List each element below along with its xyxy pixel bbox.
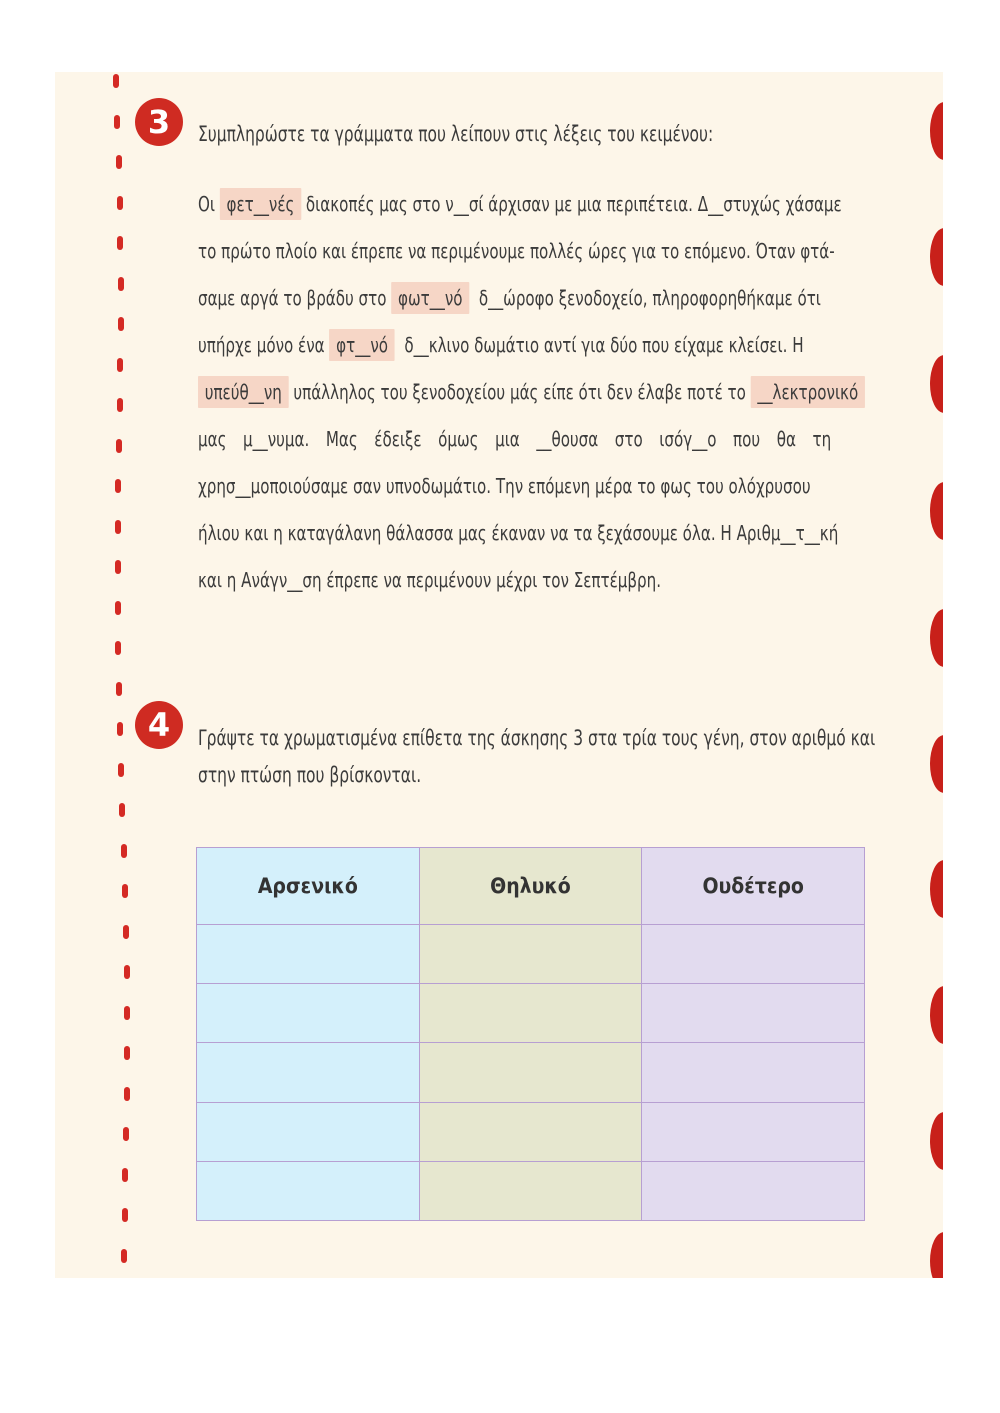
binder-hole (930, 609, 943, 667)
header-feminine: Θηλυκό (419, 848, 642, 925)
passage-text: υπήρχε μόνο ένα (198, 333, 330, 357)
margin-dot (124, 965, 130, 979)
answer-cell[interactable] (197, 1043, 420, 1102)
answer-cell[interactable] (419, 984, 642, 1043)
passage-text: δ__ώροφο ξενοδοχείο, πληροφορηθήκαμε ότι (469, 286, 821, 310)
exercise-3-passage (198, 185, 857, 608)
exercise-4-instruction-line-1: Γράψτε τα χρωματισμένα επίθετα της άσκησης 3 στα τρία τους γένη, στον αριθμό και (198, 726, 876, 750)
binder-hole (930, 482, 943, 540)
exercise-3-instruction: Συμπληρώστε τα γράμματα που λείπουν στις λέξεις του κειμένου: (198, 122, 714, 146)
margin-dot (116, 682, 122, 696)
worksheet-page (55, 72, 943, 1278)
highlighted-adjective: φτ__νό (329, 329, 394, 361)
table-row (197, 1161, 865, 1220)
margin-dot (115, 560, 121, 574)
exercise-3-number-badge: 3 (135, 98, 183, 146)
dashed-margin-line (55, 72, 175, 1278)
margin-dot (117, 196, 123, 210)
margin-dot (115, 479, 121, 493)
margin-dot (116, 439, 122, 453)
table-row (197, 1043, 865, 1102)
passage-line (198, 514, 857, 561)
passage-text: διακοπές μας στο ν__σί άρχισαν με μια περιπέτεια. Δ__στυχώς χάσαμε (301, 192, 842, 216)
margin-dot (117, 236, 123, 250)
margin-dot (116, 155, 122, 169)
margin-dot (113, 74, 119, 88)
passage-line (198, 326, 857, 373)
margin-dot (117, 722, 123, 736)
margin-dot (124, 1087, 130, 1101)
margin-dot (118, 763, 124, 777)
passage-text: δ__κλινο δωμάτιο αντί για δύο που είχαμε κλείσει. Η (394, 333, 804, 357)
answer-cell[interactable] (642, 1043, 865, 1102)
binder-hole (930, 860, 943, 918)
margin-dot (122, 1208, 128, 1222)
answer-cell[interactable] (642, 1102, 865, 1161)
binder-hole (930, 1112, 943, 1170)
margin-dot (122, 1168, 128, 1182)
passage-text: Οι (198, 192, 220, 216)
header-masculine: Αρσενικό (197, 848, 420, 925)
answer-cell[interactable] (419, 925, 642, 984)
margin-dot (117, 358, 123, 372)
passage-text: σαμε αργά το βράδυ στο (198, 286, 392, 310)
margin-dot (124, 1046, 130, 1060)
passage-line (198, 279, 857, 326)
margin-dot (117, 398, 123, 412)
margin-dot (123, 925, 129, 939)
margin-dot (119, 803, 125, 817)
answer-cell[interactable] (642, 925, 865, 984)
passage-line (198, 420, 857, 467)
binder-hole (930, 102, 943, 160)
margin-dot (121, 844, 127, 858)
binder-hole (930, 1232, 943, 1278)
passage-text: το πρώτο πλοίο και έπρεπε να περιμένουμε πολλές ώρες για το επόμενο. Όταν φτά- (198, 239, 835, 263)
binder-hole (930, 986, 943, 1044)
passage-line (198, 467, 857, 514)
answer-cell[interactable] (197, 1102, 420, 1161)
header-neuter: Ουδέτερο (642, 848, 865, 925)
gender-table (196, 847, 865, 1221)
passage-line (198, 232, 857, 279)
binder-hole (930, 735, 943, 793)
margin-dot (118, 317, 124, 331)
margin-dot (115, 601, 121, 615)
answer-cell[interactable] (419, 1043, 642, 1102)
passage-line (198, 561, 857, 608)
passage-text: μας μ__νυμα. Μας έδειξε όμως μια __θουσα στο ισόγ__ο που θα τη (198, 427, 832, 451)
exercise-4-number-badge: 4 (135, 701, 183, 749)
passage-line (198, 373, 857, 420)
table-row (197, 1102, 865, 1161)
answer-cell[interactable] (197, 984, 420, 1043)
table-row (197, 984, 865, 1043)
passage-text: υπάλληλος του ξενοδοχείου μάς είπε ότι δεν έλαβε ποτέ το (288, 380, 751, 404)
answer-cell[interactable] (197, 1161, 420, 1220)
highlighted-adjective: φωτ__νό (391, 282, 469, 314)
highlighted-adjective: φετ__νές (220, 188, 301, 220)
passage-line (198, 185, 857, 232)
answer-cell[interactable] (642, 1161, 865, 1220)
answer-cell[interactable] (419, 1161, 642, 1220)
margin-dot (121, 1249, 127, 1263)
margin-dot (123, 1127, 129, 1141)
table-row (197, 925, 865, 984)
margin-dot (124, 1006, 130, 1020)
answer-cell[interactable] (642, 984, 865, 1043)
table-header-row (197, 848, 865, 925)
binder-hole (930, 355, 943, 413)
passage-text: χρησ__μοποιούσαμε σαν υπνοδωμάτιο. Την επόμενη μέρα το φως του ολόχρυσου (198, 474, 811, 498)
answer-cell[interactable] (197, 925, 420, 984)
margin-dot (115, 641, 121, 655)
passage-text: ήλιου και η καταγάλανη θάλασσα μας έκαναν να τα ξεχάσουμε όλα. Η Αριθμ__τ__κή (198, 521, 839, 545)
binder-hole (930, 228, 943, 286)
highlighted-adjective: υπεύθ__νη (198, 376, 289, 408)
answer-cell[interactable] (419, 1102, 642, 1161)
exercise-4-instruction-line-2: στην πτώση που βρίσκονται. (198, 763, 422, 787)
margin-dot (114, 115, 120, 129)
margin-dot (122, 884, 128, 898)
margin-dot (115, 520, 121, 534)
passage-text: και η Ανάγν__ση έπρεπε να περιμένουν μέχρι τον Σεπτέμβρη. (198, 568, 662, 592)
highlighted-adjective: __λεκτρονικό (751, 376, 865, 408)
margin-dot (118, 277, 124, 291)
